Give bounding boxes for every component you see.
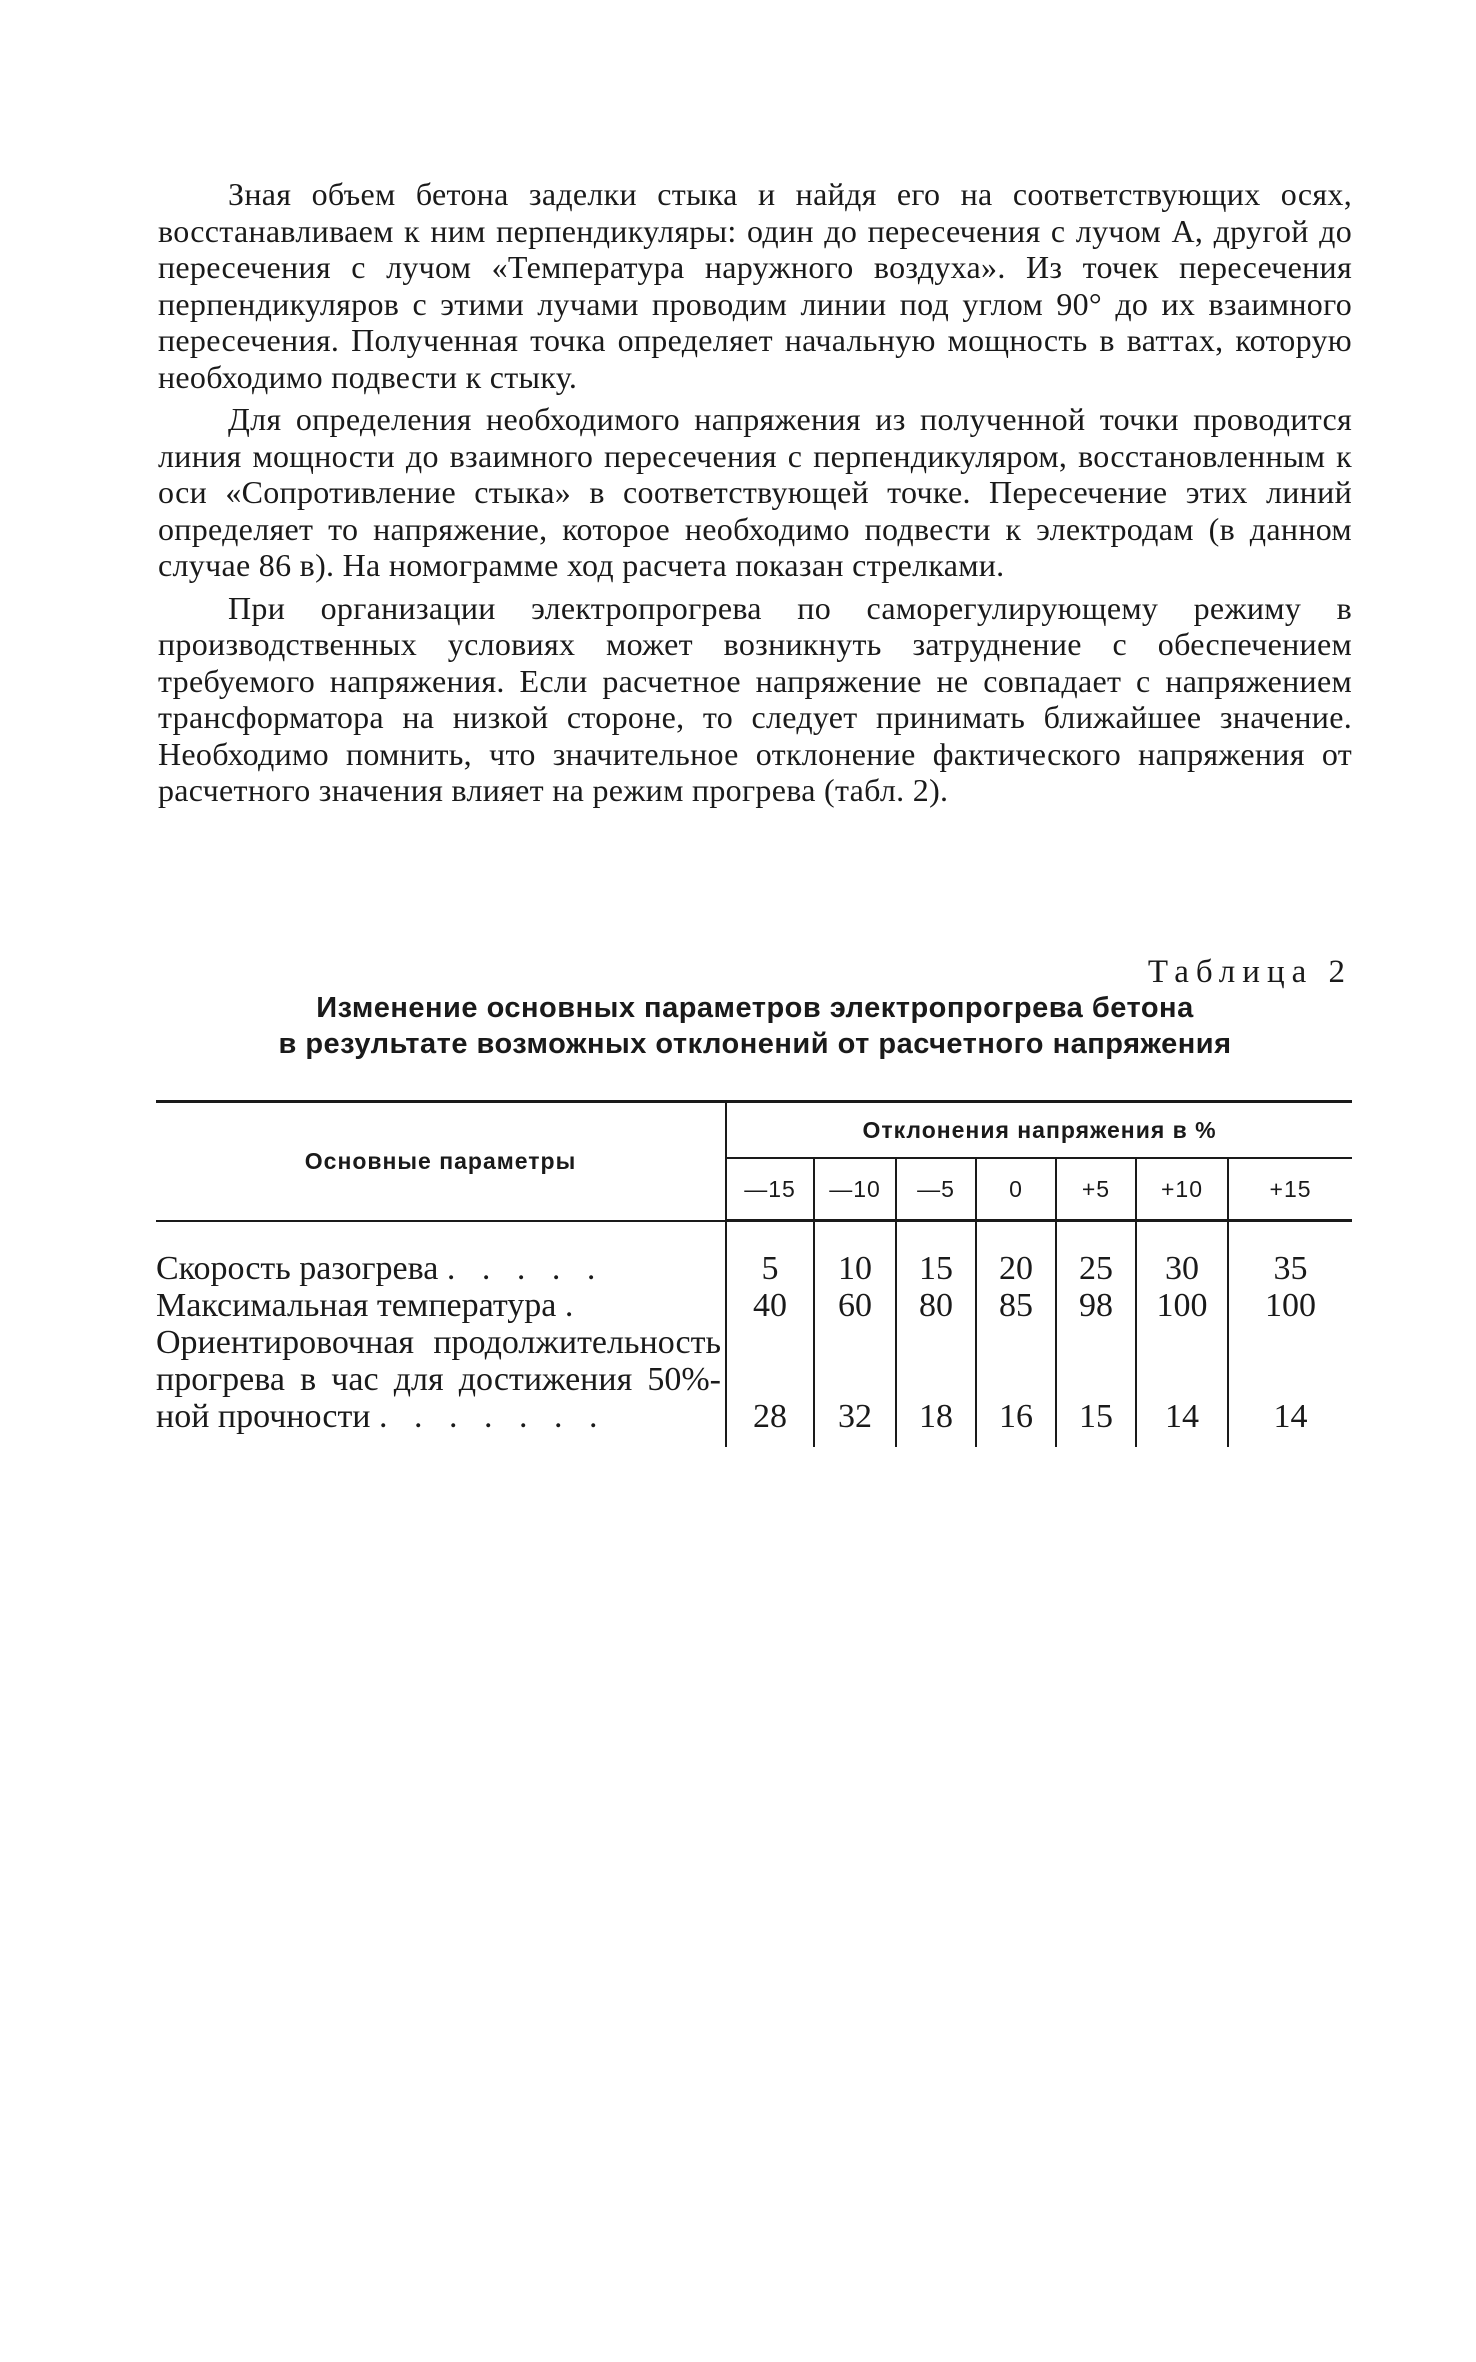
table-caption: Таблица 2 (1147, 954, 1352, 990)
table-cell: 15 (1056, 1324, 1136, 1447)
paragraph-2: Для определения необходимого напряжения из полученной точки проводится линия мощности до взаимного пересечения с перпендикуляром, восстановленным к оси «Сопротивление стыка» в соответствующей точке. Пересечение этих линий определяет то напряжение, которое необходимо подвести к электродам (в данном случае 86 в). На номограмме ход расчета показан стрелками. (158, 401, 1352, 583)
table-title-line-1: Изменение основных параметров электропрогрева бетона (316, 992, 1194, 1024)
row-label: Ориентировочная продолжительность прогрева в час для достижения 50%-ной прочности . . . . . . . (156, 1324, 726, 1447)
table-cell: 35 (1273, 1250, 1308, 1287)
table-cell: 20 (976, 1221, 1056, 1288)
table-cell: 10 (814, 1221, 896, 1288)
table-cell: 25 (1056, 1221, 1136, 1288)
paragraph-3: При организации электропрогрева по саморегулирующему режиму в производственных условиях может возникнуть затруднение с обеспечением требуемого напряжения. Если расчетное напряжение не совпадает с напряжением трансформатора на низкой стороне, то следует принимать ближайшее значение. Необходимо помнить, что значительное отклонение фактического напряжения от расчетного значения влияет на режим прогрева (табл. 2). (158, 589, 1352, 808)
table-title-line-2: в результате возможных отклонений от расчетного напряжения (278, 1028, 1232, 1060)
column-header: —5 (896, 1158, 976, 1221)
column-header: +15 (1228, 1158, 1352, 1221)
row-label: Скорость разогрева . . . . . (156, 1221, 726, 1288)
table-cell: 60 (814, 1287, 896, 1324)
column-header: +10 (1136, 1158, 1228, 1221)
parameters-table (156, 1100, 1352, 1447)
row-label: Максимальная температура . (156, 1287, 726, 1324)
table-title (158, 990, 1352, 1062)
table-cell: 40 (726, 1287, 814, 1324)
table-cell: 5 (726, 1221, 814, 1288)
table-cell: 32 (814, 1324, 896, 1447)
table-cell: 14 (1273, 1398, 1308, 1435)
column-header: +5 (1056, 1158, 1136, 1221)
table-cell: 28 (726, 1324, 814, 1447)
body-text (158, 176, 1352, 815)
table-row (156, 1324, 1352, 1447)
table-cell: 14 (1136, 1324, 1228, 1447)
column-header: —10 (814, 1158, 896, 1221)
table-cell: 18 (896, 1324, 976, 1447)
table-cell: 85 (976, 1287, 1056, 1324)
table-row (156, 1287, 1352, 1324)
table-cell: 100 (1265, 1287, 1317, 1324)
paragraph-1: Зная объем бетона заделки стыка и найдя его на соответствующих осях, восстанавливаем к ним перпендикуляры: один до пересечения с лучом А, другой до пересечения с лучом «Температура наружного воздуха». Из точек пересечения перпендикуляров с этими лучами проводим линии под углом 90° до их взаимного пересечения. Полученная точка определяет начальную мощность в ваттах, которую необходимо подвести к стыку. (158, 176, 1352, 395)
column-header: —15 (726, 1158, 814, 1221)
leader-dots: . . . . . (446, 1250, 605, 1287)
column-header: 0 (976, 1158, 1056, 1221)
table-cell: 30 (1136, 1221, 1228, 1288)
param-column-header: Основные параметры (156, 1102, 726, 1221)
table-cell: 15 (896, 1221, 976, 1288)
deviation-group-header: Отклонения напряжения в % (726, 1102, 1352, 1159)
table-cell: 100 (1136, 1287, 1228, 1324)
leader-dots: . . . . . . . (379, 1398, 607, 1435)
table-cell: 98 (1056, 1287, 1136, 1324)
table-row (156, 1221, 1352, 1288)
leader-dots: . (564, 1287, 583, 1324)
table-cell: 80 (896, 1287, 976, 1324)
table-cell: 16 (976, 1324, 1056, 1447)
